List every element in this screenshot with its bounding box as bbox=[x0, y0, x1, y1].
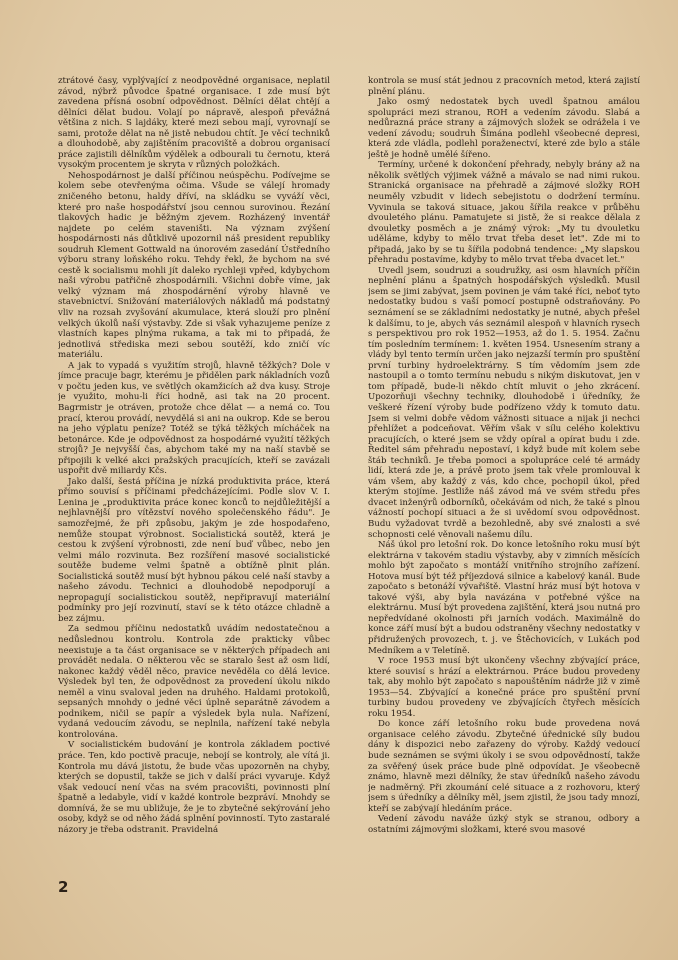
left-column bbox=[58, 76, 330, 888]
paragraph: ztrátové časy, vyplývající z neodpovědné organisace, neplatil závod, nýbrž původce špatné organisace. I zde musí být zavedena přísná osobní odpovědnost. Dělníci dělat chtějí a dělníci dělat budou. Volají po nápravě, alespoň převážná většina z nich. S lajdáky, které mezi sebou mají, vyrovnají se sami, protože dělat na ně jistě nebudou chtít. Je věcí techniků a dlouhodobě, aby zajištěním pracoviště a dobrou organisací práce zajistili dělníkům výdělek a odbourali tu černotu, která vysokým procentem je skryta v různých položkách. bbox=[58, 76, 330, 171]
paragraph: Jako další, šestá příčina je nízká produktivita práce, která přímo souvisí s příčinami předcházejícími. Podle slov V. I. Lenina je „produktivita práce konec konců to nejdůležitější a nejhlavnější pro vítězství nového společenského řádu". Je samozřejmé, že při způsobu, jakým je zde hospodařeno, nemůže stoupat výrobnost. Socialistická soutěž, která je cestou k zvýšení výrobnosti, zde není buď vůbec, nebo jen velmi málo rozvinuta. Bez rozšíření masové socialistické soutěže budeme velmi špatně a obtížně plnit plán. Socialistická soutěž musí být hybnou pákou celé naší stavby a našeho závodu. Technici a dlouhodobě nepodporují a nepropagují socialistickou soutěž, nepřipravují materiální podmínky pro její rozvinutí, staví se k této otázce chladně a bez zájmu. bbox=[58, 476, 330, 624]
paragraph: Termíny, určené k dokončení přehrady, nebyly brány až na několik světlých výjimek vážně a mávalo se nad nimi rukou. Stranická organisace na přehradě a zájmové složky ROH neuměly vzbudit v lidech sebejistotu o dodržení termínu. Vyvinula se taková situace, jakou šířila reakce v průběhu dvouletého plánu. Pamatujete si jistě, že si reakce dělala z dvouletky posměch a je známý výrok: „My tu dvouletku uděláme, kdyby to mělo trvat třeba deset let". Zde mi to připadá, jako by se tu šířila podobná tendence: „My slapskou přehradu postavíme, kdyby to mělo trvat třeba dvacet let." bbox=[368, 160, 640, 266]
paragraph: Jako osmý nedostatek bych uvedl špatnou amálou spolupráci mezi stranou, ROH a vedením závodu. Slabá a nedůrazná práce strany a zájmových složek se odrážela i ve vedení závodu; soudruh Šimána podlehl všeobecné depresi, která zde vládla, podlehl poraženectví, které zde bylo a stále ještě je hodně umělé šířeno. bbox=[368, 97, 640, 160]
paragraph: Náš úkol pro letošní rok. Do konce letošního roku musí být elektrárna v takovém stadiu výstavby, aby v zimních měsících mohlo být započato s montáží vnitřního strojního zařízení. Hotova musí být též příjezdová silnice a kabelový kanál. Bude započato s betonáží vývařiště. Vlastní hráz musí být hotova v takové výši, aby byla navázána v potřebné výšce na elektrárnu. Musí být provedena zajištění, která jsou nutná pro nepředvídané okolnosti při jarních vodách. Maximálně do konce září musí být a budou odstraněny všechny nedostatky v přidružených provozech, t. j. ve Štěchovicích, v Lukách pod Medníkem a v Teletíně. bbox=[368, 540, 640, 656]
paragraph: Nehospodárnost je další příčinou neúspěchu. Podívejme se kolem sebe otevřenýma očima. Všude se válejí hromady zničeného betonu, haldy dříví, na skládku se vyváží věci, které pro naše hospodářství jsou cennou surovinou. Řezání tlakových hadic je běžným zjevem. Rozházený inventář najdete po celém staveništi. Na význam zvýšení hospodárnosti nás důtklivě upozornil náš president republiky soudruh Klement Gottwald na únorovém zasedání Ústředního výboru strany loňského roku. Tehdy řekl, že bychom na své cestě k socialismu mohli jít daleko rychleji vpřed, kdybychom naši výrobu patřičně zhospodárnili. Všichni dobře víme, jak velký význam má zhospodárnění výroby hlavně ve stavebnictví. Snižování materiálových nákladů má podstatný vliv na rozsah zvyšování akumulace, která slouží pro plnění velkých úkolů naší výstavby. Zde si však vyhazujeme peníze z vlastních kapes plnýma rukama, a tak mi to připadá, že jednotlivá střediska mezi sebou soutěží, kdo zničí víc materiálu. bbox=[58, 170, 330, 361]
paragraph: Do konce září letošního roku bude provedena nová organisace celého závodu. Zbytečné úřednické síly budou dány k dispozici nebo zařazeny do výroby. Každý vedoucí bude seznámen se svými úkoly i se svou odpovědností, takže za svěřený úsek práce bude plně odpovídat. Je všeobecně známo, hlavně mezi dělníky, že stav úředníků našeho závodu je nadměrný. Při zkoumání celé situace a z rozhovoru, který jsem s úředníky a dělníky měl, jsem zjistil, že jsou tady mnozí, kteří se zabývají hledáním práce. bbox=[368, 719, 640, 814]
page-number: 2 bbox=[58, 878, 69, 896]
paragraph: V socialistickém budování je kontrola základem poctivé práce. Ten, kdo poctivě pracuje, nebojí se kontroly, ale vítá ji. Kontrola mu dává jistotu, že bude včas upozorněn na chyby, kterých se dopustil, takže se jich v další práci vyvaruje. Když však vedoucí není včas na svém pracovišti, povinnosti plní špatně a ledabyle, vidí v každé kontrole bezpráví. Mnohdy se domnívá, že se mu ubližuje, že je to zbytečné sekýrování jeho osoby, když se od něho žádá splnění povinností. Tyto zastaralé názory je třeba odstranit. Pravidelná bbox=[58, 740, 330, 835]
right-column bbox=[368, 76, 640, 888]
paragraph: Za sedmou příčinu nedostatků uvádím nedostatečnou a nedůslednou kontrolu. Kontrola zde prakticky vůbec neexistuje a ta část organisace se v některých případech ani provádět nedala. O některou věc se staralo šest až osm lidí, nakonec každý věděl něco, pravice nevěděla co dělá levice. Výsledek byl ten, že odpovědnost za provedení úkolu nikdo neměl a vinu svaloval jeden na druhého. Haldami protokolů, sepsaných mnohdy o jedné věci úplně separátně závodem a podnikem, ničil se papír a výsledek byla nula. Nařízení, vydaná vedoucím závodu, se neplnila, nařízení také nebyla kontrolována. bbox=[58, 624, 330, 740]
paragraph: V roce 1953 musí být ukončeny všechny zbývající práce, které souvisí s hrází a elektrárnou. Práce budou provedeny tak, aby mohlo být započato s napouštěním nádrže již v zimě 1953—54. Zbývající a konečné práce pro spuštění první turbiny budou provedeny ve zbývajících čtyřech měsících roku 1954. bbox=[368, 656, 640, 719]
paragraph: kontrola se musí stát jednou z pracovních metod, která zajistí plnění plánu. bbox=[368, 76, 640, 97]
paragraph: Vedení závodu naváže úzký styk se stranou, odbory a ostatními zájmovými složkami, které svou masové bbox=[368, 814, 640, 835]
paragraph: Uvedl jsem, soudruzi a soudružky, asi osm hlavních příčin neplnění plánu a špatných hospodářských výsledků. Musil jsem se jimi zabývat, jsem povinen je vám také říci, neboť tyto nedostatky budou s vaší pomocí postupně odstraňovány. Po seznámení se se základními nedostatky je nutné, abych přešel k dalšímu, to je, abych vás seznámil alespoň v hlavních rysech s perspektivou pro rok 1952—1953, až do 1. 5. 1954. Začnu tím posledním termínem: 1. květen 1954. Usnesením strany a vlády byl tento termín určen jako nejzazší termín pro spuštění první turbiny hydroelektrárny. S tím vědomím jsem zde nastoupil a o tomto termínu nebudu s nikým diskutovat, jen v tom případě, bude-li někdo chtít mluvit o jeho zkrácení. Upozorňuji všechny techniky, dlouhodobě i úředníky, že veškeré řízení výroby bude podřízeno vždy k tomuto datu. Jsem si velmi dobře vědom vážnosti situace a nijak ji nechci přehlížet a podceňovat. Věřím však v sílu celého kolektivu pracujících, o které jsem se vždy opíral a opírat budu i zde. Ředitel sám přehradu nepostaví, i když bude mít kolem sebe štáb techniků. Je třeba pomoci a spolupráce celé té armády lidí, která zde je, a právě proto jsem tak vřele promlouval k vám všem, aby každý z vás, kdo chce, pochopil úkol, před kterým stojíme. Jestliže náš závod má ve svém středu přes dvacet inženýrů odborníků, očekávám od nich, že také s plnou vážností pochopí situaci a že si uvědomí svou odpovědnost. Budu vyžadovat tvrdě a bezohledně, aby své znalosti a své schopnosti celé věnovali našemu dílu. bbox=[368, 265, 640, 540]
paragraph: A jak to vypadá s využitím strojů, hlavně těžkých? Dole v jímce pracuje bagr, kterému je přidělen park nákladních vozů v počtu jeden kus, ve světlých okamžicích až dva kusy. Stroje je využito, mohu-li říci hodně, asi tak na 20 procent. Bagrmistr je otráven, protože chce dělat — a nemá co. Tou prací, kterou provádí, nevydělá si ani na oukrop. Kde se berou na jeho výplatu peníze? Totéž se týká těžkých mícháček na betonárce. Kde je odpovědnost za hospodárné využití těžkých strojů? Je nejvyšší čas, abychom také my na naší stavbě se připojili k velké akci pražských pracujících, kteří se zavázali uspořit dvě miliardy Kčs. bbox=[58, 360, 330, 477]
